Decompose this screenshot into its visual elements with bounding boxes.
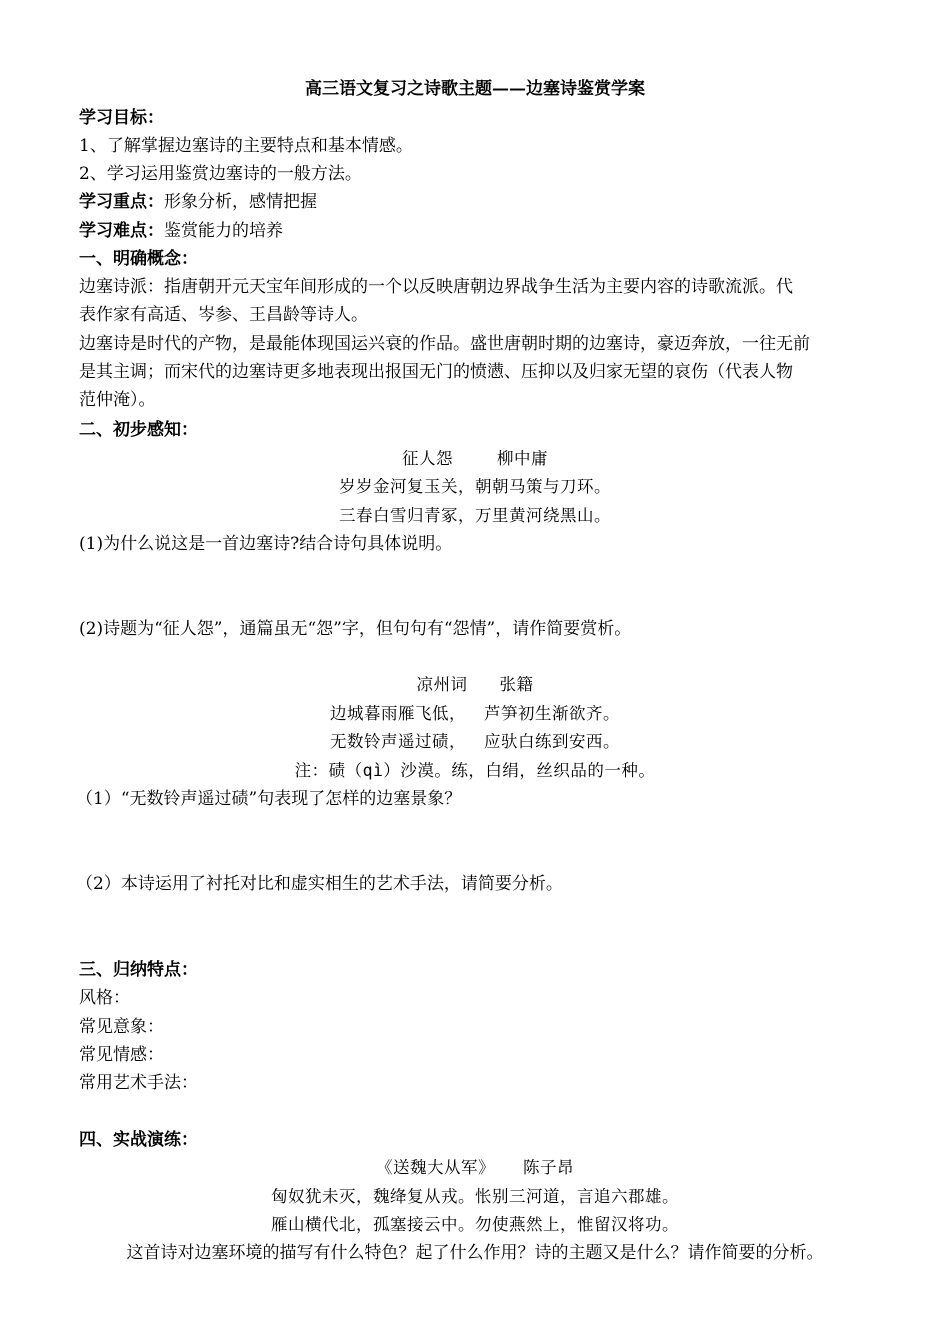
poem2-line: 边城暮雨雁飞低， 芦笋初生渐欲齐。	[330, 704, 620, 723]
concept-line: 是其主调；而宋代的边塞诗更多地表现出报国无门的愤懑、压抑以及归家无望的哀伤（代表人物	[79, 362, 793, 382]
feature-item: 常见意象：	[79, 1017, 164, 1037]
poem3-title: 《送魏大从军》	[376, 1158, 495, 1177]
goal-item: 1、了解掌握边塞诗的主要特点和基本情感。	[79, 136, 413, 156]
difficulty-line	[79, 221, 283, 241]
section2-heading: 二、初步感知：	[79, 420, 198, 440]
section3-heading: 三、归纳特点：	[79, 960, 198, 980]
poem3-line: 雁山横代北，孤塞接云中。勿使燕然上，惟留汉将功。	[271, 1215, 679, 1234]
poem1-title-line	[0, 449, 950, 469]
concept-line: 范仲淹）。	[79, 390, 156, 410]
concept-line: 边塞诗派：指唐朝开元天宝年间形成的一个以反映唐朝边界战争生活为主要内容的诗歌流派。代	[79, 277, 793, 297]
concept-line: 边塞诗是时代的产物，是最能体现国运兴衰的作品。盛世唐朝时期的边塞诗，豪迈奔放，一往无前	[79, 334, 810, 354]
poem1-question: (2)诗题为“征人怨”，通篇虽无“怨”字，但句句有“怨情”，请作简要赏析。	[79, 619, 632, 639]
section4-heading: 四、实战演练：	[79, 1130, 198, 1150]
poem3-author: 陈子昂	[523, 1158, 574, 1177]
poem1-author: 柳中庸	[497, 449, 548, 468]
feature-item: 风格：	[79, 988, 130, 1008]
poem3-line: 匈奴犹未灭，魏绛复从戎。怅别三河道，言追六郡雄。	[271, 1187, 679, 1206]
difficulty-label: 学习难点：	[79, 221, 164, 241]
poem2-question: （1）“无数铃声遥过碛”句表现了怎样的边塞景象？	[76, 789, 462, 809]
practice-question: 这首诗对边塞环境的描写有什么特色？起了什么作用？诗的主题又是什么？请作简要的分析。	[126, 1243, 824, 1263]
difficulty-text: 鉴赏能力的培养	[164, 221, 283, 241]
poem3-title-line	[0, 1158, 950, 1178]
poem2-author: 张籍	[499, 675, 534, 694]
goal-item: 2、学习运用鉴赏边塞诗的一般方法。	[79, 164, 362, 184]
poem1-title: 征人怨	[402, 449, 453, 468]
poem2-title-line	[0, 675, 950, 695]
poem2-note: 注：碛（qì）沙漠。练，白绢，丝织品的一种。	[294, 761, 656, 780]
poem2-line: 无数铃声遥过碛， 应驮白练到安西。	[330, 732, 620, 751]
section1-heading: 一、明确概念：	[79, 249, 198, 269]
poem2-title: 凉州词	[416, 675, 468, 694]
poem1-question: (1)为什么说这是一首边塞诗?结合诗句具体说明。	[79, 534, 453, 554]
focus-text: 形象分析，感情把握	[164, 192, 317, 212]
poem1-line: 三春白雪归青冢，万里黄河绕黑山。	[339, 506, 611, 525]
poem1-line: 岁岁金河复玉关，朝朝马策与刀环。	[339, 477, 611, 496]
focus-label: 学习重点：	[79, 192, 164, 212]
feature-item: 常见情感：	[79, 1045, 164, 1065]
concept-line: 表作家有高适、岑参、王昌龄等诗人。	[79, 305, 368, 325]
feature-item: 常用艺术手法：	[79, 1073, 198, 1093]
poem2-question: （2）本诗运用了衬托对比和虚实相生的艺术手法，请简要分析。	[76, 874, 563, 894]
focus-line	[79, 192, 317, 212]
goals-heading: 学习目标：	[79, 108, 164, 128]
document-title: 高三语文复习之诗歌主题——边塞诗鉴赏学案	[305, 79, 645, 99]
